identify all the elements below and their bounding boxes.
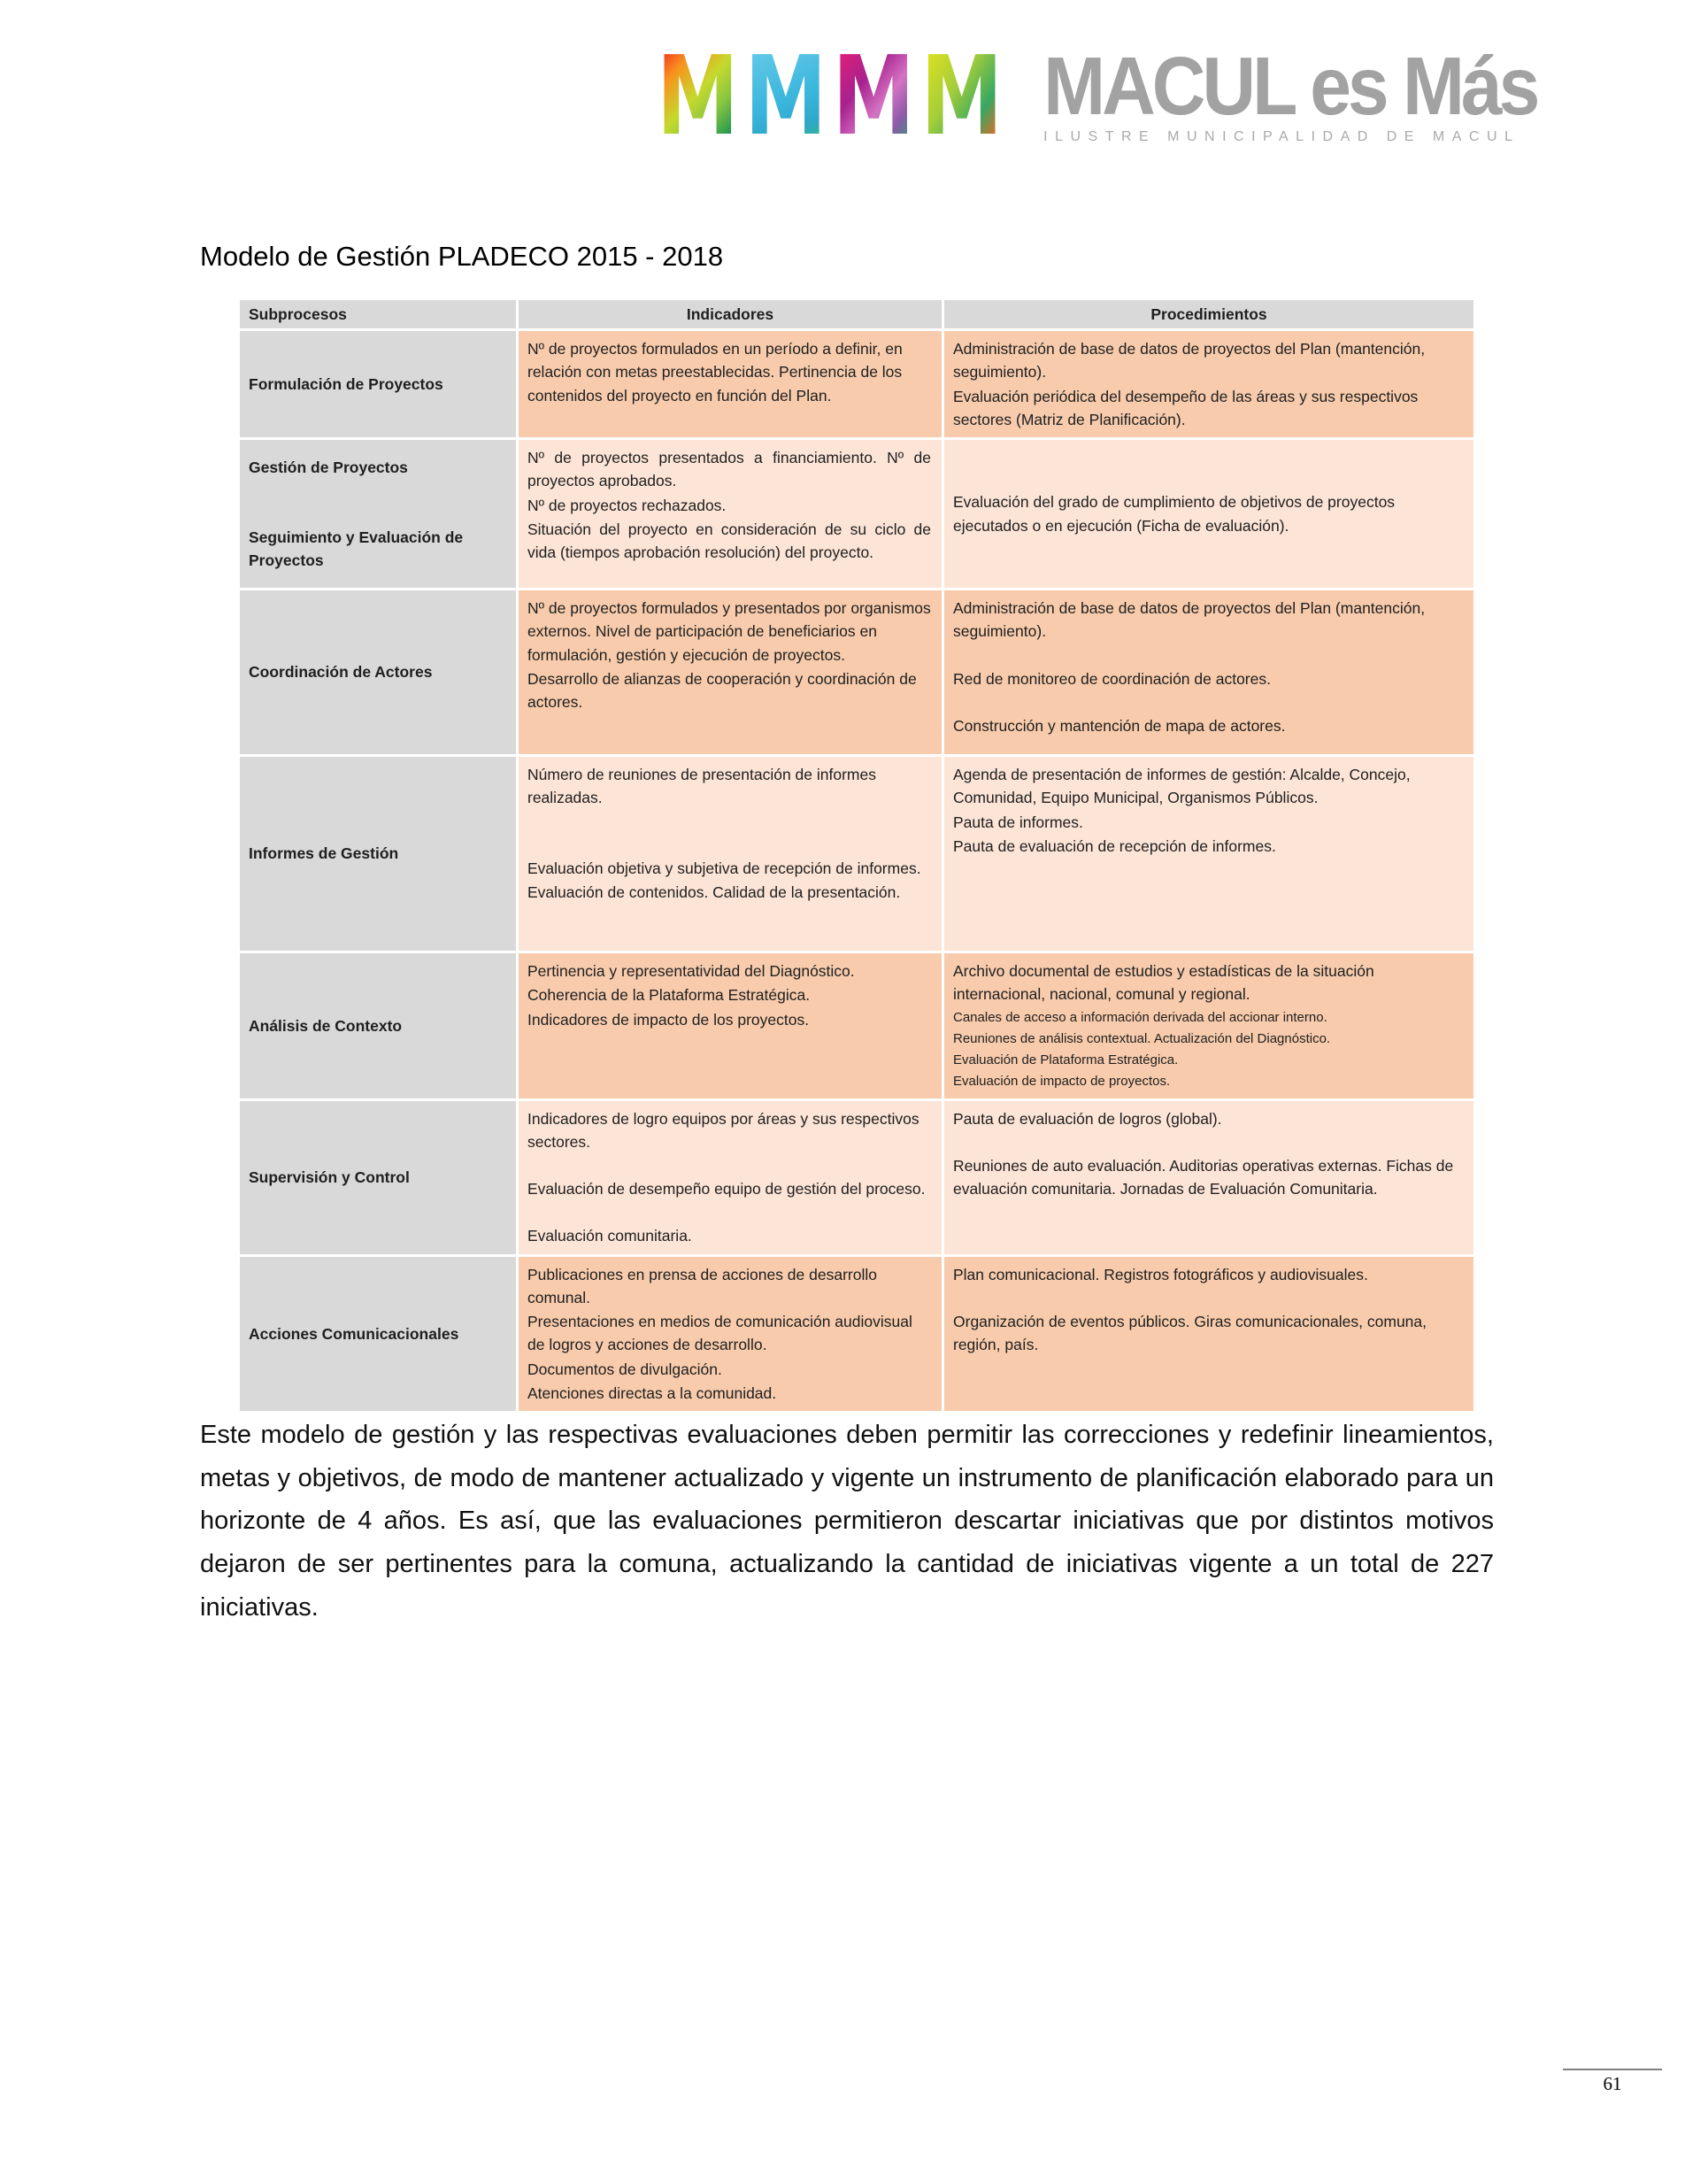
subproceso-label: Supervisión y Control <box>249 1168 410 1186</box>
subproceso-cell <box>240 590 516 754</box>
indicador-text: Indicadores de logro equipos por áreas y sus respectivos sectores. <box>527 1109 919 1151</box>
logo-text <box>1043 40 1537 145</box>
footer-divider <box>1563 2069 1662 2070</box>
procedimiento-text: Red de monitoreo de coordinación de actores. <box>953 669 1271 688</box>
indicador-text <box>527 834 931 856</box>
logo-brand: MACUL es Más <box>1043 40 1537 132</box>
procedimiento-text: Pauta de evaluación de logros (global). <box>953 1109 1222 1128</box>
procedimiento-text: Evaluación de Plataforma Estratégica. <box>953 1052 1179 1067</box>
indicadores-cell <box>519 590 942 754</box>
table-row <box>240 1101 1473 1254</box>
procedimiento-text: Agenda de presentación de informes de gestión: Alcalde, Concejo, Comunidad, Equipo Municipal, Organismos Públicos. <box>953 766 1411 807</box>
subproceso-label: Gestión de Proyectos <box>249 458 408 476</box>
indicador-text: Presentaciones en medios de comunicación audiovisual de logros y acciones de desarrollo. <box>527 1313 912 1354</box>
column-header-procedimientos: Procedimientos <box>944 300 1473 328</box>
procedimiento-text: Administración de base de datos de proyectos del Plan (mantención, seguimiento). <box>953 340 1426 381</box>
procedimiento-text: Archivo documental de estudios y estadísticas de la situación internacional, nacional, comunal y regional. <box>953 962 1374 1004</box>
page-title: Modelo de Gestión PLADECO 2015 - 2018 <box>200 241 724 272</box>
procedimientos-cell <box>944 1101 1473 1254</box>
table-row <box>240 1257 1473 1412</box>
subproceso-label <box>249 503 505 525</box>
procedimiento-text: Plan comunicacional. Registros fotográficos y audiovisuales. <box>953 1265 1368 1283</box>
macul-logo <box>657 32 1537 160</box>
indicadores-cell <box>519 440 942 588</box>
subproceso-label: Coordinación de Actores <box>249 663 433 682</box>
pladeco-table-body <box>240 331 1473 1411</box>
indicador-text: Evaluación objetiva y subjetiva de recepción de informes. <box>527 859 921 877</box>
subproceso-label: Informes de Gestión <box>249 844 399 863</box>
procedimiento-text <box>953 644 1463 667</box>
indicador-text: Indicadores de impacto de los proyectos. <box>527 1010 810 1029</box>
subproceso-label: Seguimiento y Evaluación de Proyectos <box>249 528 464 570</box>
indicador-text: Desarrollo de alianzas de cooperación y coordinación de actores. <box>527 669 917 711</box>
table-row <box>240 953 1473 1098</box>
indicador-text: Nº de proyectos formulados en un período a definir, en relación con metas preestablecidas. Pertinencia de los contenidos del proyecto en función del Plan. <box>527 340 903 405</box>
logo-m-icon: M <box>657 32 739 160</box>
indicadores-cell <box>519 1257 942 1412</box>
indicador-text: Nº de proyectos presentados a financiamiento. Nº de proyectos aprobados. <box>527 449 931 490</box>
subproceso-cell <box>240 440 516 588</box>
table-row <box>240 590 1473 754</box>
indicadores-cell <box>519 953 942 1098</box>
procedimientos-cell <box>944 440 1473 588</box>
table-row <box>240 757 1473 951</box>
procedimientos-cell <box>944 590 1473 754</box>
procedimiento-text <box>953 1287 1463 1309</box>
indicadores-cell <box>519 757 942 951</box>
subproceso-cell <box>240 1257 516 1412</box>
procedimiento-text: Reuniones de análisis contextual. Actualización del Diagnóstico. <box>953 1030 1331 1046</box>
indicador-text: Situación del proyecto en consideración de su ciclo de vida (tiempos aprobación resolución) del proyecto. <box>527 520 931 561</box>
procedimientos-cell <box>944 757 1473 951</box>
procedimiento-text: Administración de base de datos de proyectos del Plan (mantención, seguimiento). <box>953 599 1426 641</box>
procedimiento-text <box>953 1131 1463 1153</box>
procedimiento-text <box>953 691 1463 713</box>
logo-m-icon: M <box>920 32 1004 160</box>
indicador-text <box>527 1154 931 1176</box>
indicador-text: Pertinencia y representatividad del Diagnóstico. <box>527 962 855 980</box>
subproceso-cell <box>240 331 516 437</box>
table-row <box>240 440 1473 588</box>
table-row <box>240 331 1473 437</box>
column-header-indicadores: Indicadores <box>519 300 942 328</box>
procedimiento-text: Reuniones de auto evaluación. Auditorias operativas externas. Fichas de evaluación comunitaria. Jornadas de Evaluación Comunitaria. <box>953 1156 1454 1198</box>
procedimientos-cell <box>944 953 1473 1098</box>
procedimiento-text: Evaluación periódica del desempeño de las áreas y sus respectivos sectores (Matriz de Planificación). <box>953 387 1419 428</box>
logo-m-icon: M <box>832 32 915 160</box>
subproceso-label: Análisis de Contexto <box>249 1016 403 1035</box>
indicador-text: Nº de proyectos rechazados. <box>527 496 727 514</box>
procedimiento-text: Construcción y mantención de mapa de actores. <box>953 716 1286 735</box>
indicador-text: Publicaciones en prensa de acciones de desarrollo comunal. <box>527 1265 877 1306</box>
procedimiento-text: Canales de acceso a información derivada del accionar interno. <box>953 1009 1327 1025</box>
indicador-text: Evaluación de desempeño equipo de gestión del proceso. <box>527 1180 926 1198</box>
table-header-row <box>240 300 1473 328</box>
logo-mmmm-icon <box>657 32 1004 160</box>
logo-m-icon: M <box>744 32 827 160</box>
logo-tagline: ILUSTRE MUNICIPALIDAD DE MACUL <box>1043 129 1520 144</box>
pladeco-table <box>237 297 1476 1414</box>
procedimientos-cell <box>944 331 1473 437</box>
indicador-text <box>527 1201 931 1223</box>
subproceso-label <box>249 480 505 502</box>
procedimiento-text: Pauta de evaluación de recepción de informes. <box>953 836 1276 855</box>
indicadores-cell <box>519 1101 942 1254</box>
indicadores-cell <box>519 331 942 437</box>
body-paragraph: Este modelo de gestión y las respectivas evaluaciones deben permitir las correcciones y redefinir lineamientos, metas y objetivos, de modo de mantener actualizado y vigente un instrumento de planificación elaborado para un horizonte de 4 años. Es así, que las evaluaciones permitieron descartar iniciativas que por distintos motivos dejaron de ser pertinentes para la comuna, actualizando la cantidad de iniciativas vigente a un total de 227 iniciativas. <box>200 1421 1494 1622</box>
indicador-text <box>527 811 931 833</box>
subproceso-cell <box>240 1101 516 1254</box>
column-header-subprocesos: Subprocesos <box>240 300 516 328</box>
subproceso-label: Formulación de Proyectos <box>249 374 443 393</box>
procedimiento-text: Pauta de informes. <box>953 813 1083 831</box>
procedimiento-text: Evaluación de impacto de proyectos. <box>953 1074 1171 1090</box>
procedimiento-text: Evaluación del grado de cumplimiento de objetivos de proyectos ejecutados o en ejecución (Ficha de evaluación). <box>953 493 1396 535</box>
subproceso-label: Acciones Comunicacionales <box>249 1324 459 1343</box>
indicador-text: Coherencia de la Plataforma Estratégica. <box>527 986 811 1005</box>
page-number: 61 <box>1603 2073 1622 2094</box>
indicador-text: Atenciones directas a la comunidad. <box>527 1383 777 1402</box>
indicador-text: Evaluación de contenidos. Calidad de la presentación. <box>527 882 901 901</box>
subproceso-cell <box>240 757 516 951</box>
subproceso-cell <box>240 953 516 1098</box>
indicador-text: Número de reuniones de presentación de informes realizadas. <box>527 766 876 807</box>
indicador-text: Evaluación comunitaria. <box>527 1227 692 1245</box>
procedimientos-cell <box>944 1257 1473 1412</box>
indicador-text: Documentos de divulgación. <box>527 1360 722 1378</box>
procedimiento-text: Organización de eventos públicos. Giras comunicacionales, comuna, región, país. <box>953 1312 1427 1353</box>
indicador-text: Nº de proyectos formulados y presentados por organismos externos. Nivel de participación de beneficiarios en formulación, gestión y ejecución de proyectos. <box>527 599 931 664</box>
